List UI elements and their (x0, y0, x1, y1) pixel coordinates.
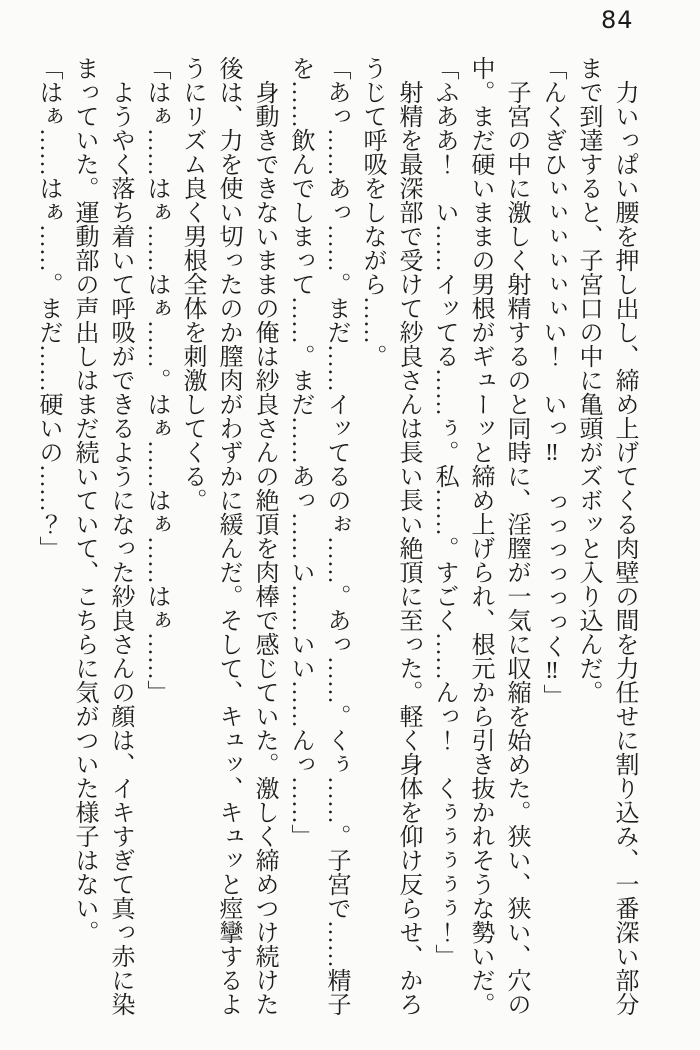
text-area (30, 56, 642, 1031)
text-column: 中。まだ硬いままの男根がギューッと締め上げられ、根元から引き抜かれそうな勢いだ。 (467, 56, 493, 1016)
text-column: まで到達すると、子宮口の中に亀頭がズボッと入り込んだ。 (575, 56, 601, 704)
text-column: うじて呼吸をしながら……。 (359, 56, 385, 368)
page-number: 84 (601, 6, 634, 34)
text-column: 子宮の中に激しく射精するのと同時に、淫膣が一気に収縮を始めた。狭い、狭い、穴の (503, 56, 529, 1016)
text-column: 後は、力を使い切ったのか膣肉がわずかに緩んだ。そして、キュッ、キュッと痙攣するよ (215, 56, 241, 1016)
text-column: 「はぁ……はぁ……はぁ……。はぁ……はぁ……はぁ……」 (143, 56, 169, 704)
text-column: 「はぁ……はぁ……。まだ……硬いの……？」 (35, 56, 61, 560)
text-column: 「あっ……あっ……。まだ……イッてるのぉ……。あっ……。くぅ……。子宮で……精子 (323, 56, 349, 1016)
text-column: 射精を最深部で受けて紗良さんは長い長い絶頂に至った。軽く身体を仰け反らせ、かろ (395, 56, 421, 1016)
text-column: ようやく落ち着いて呼吸ができるようになった紗良さんの顔は、イキすぎて真っ赤に染 (107, 56, 133, 1016)
text-column: を……飲んでしまって……。まだ……あっ……い……いい……んっ……」 (287, 56, 313, 848)
text-column: 力いっぱい腰を押し出し、締め上げてくる肉壁の間を力任せに割り込み、一番深い部分 (611, 56, 637, 1016)
text-column: 「ふああ！ い……イッてる……ぅ。私……。すごく……んっ！ くぅぅぅぅぅ！」 (431, 56, 457, 968)
text-column: 「んくぎひぃぃぃぃぃぃい！ いっ‼ っっっっっっく‼」 (539, 56, 565, 708)
text-column: うにリズム良く男根全体を刺激してくる。 (179, 56, 205, 512)
text-column: まっていた。運動部の声出しはまだ続いていて、こちらに気がついた様子はない。 (71, 56, 97, 944)
text-column: 身動きできないままの俺は紗良さんの絶頂を肉棒で感じていた。激しく締めつけ続けた (251, 56, 277, 1016)
